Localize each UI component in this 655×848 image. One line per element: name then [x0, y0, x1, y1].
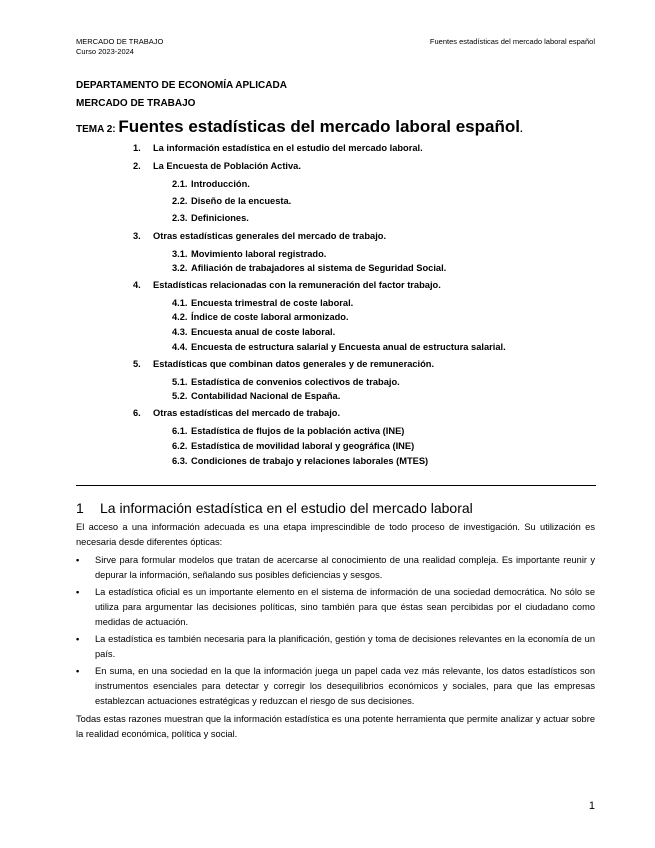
running-header-right: Fuentes estadísticas del mercado laboral español [429, 37, 595, 46]
bullet-text: La estadística oficial es un importante elemento en el sistema de información de una sociedad democrática. No sólo se utiliza para argumentar las decisiones políticas, sino también para que éstas sean percibidas por el ciudadano como medidas de actuación. [95, 587, 595, 627]
toc-subentry [172, 297, 353, 309]
subject-name: MERCADO DE TRABAJO [76, 98, 196, 109]
toc-entry [133, 358, 434, 370]
toc-number: 4.2. [172, 312, 188, 322]
toc-number: 1. [133, 143, 141, 153]
toc-subentry [172, 425, 404, 437]
toc-number: 3. [133, 231, 141, 241]
toc-text: Afiliación de trabajadores al sistema de Seguridad Social. [191, 263, 447, 273]
toc-subentry [172, 178, 250, 190]
toc-text: Estadística de convenios colectivos de trabajo. [191, 377, 400, 387]
toc-number: 4. [133, 280, 141, 290]
toc-subentry [172, 212, 249, 224]
conclusion-paragraph: Todas estas razones muestran que la información estadística es una potente herramienta que permite analizar y actuar sobre la realidad económica, política y social. [76, 714, 595, 739]
toc-text: Encuesta de estructura salarial y Encuesta anual de estructura salarial. [191, 342, 506, 352]
toc-subentry [172, 195, 291, 207]
toc-subentry [172, 311, 349, 323]
toc-text: Movimiento laboral registrado. [191, 249, 327, 259]
bullet-text: Sirve para formular modelos que tratan de acercarse al conocimiento de una realidad compleja. Es importante reunir y depurar la información, señalando sus posibles deficiencias y sesgos. [95, 555, 595, 580]
header-course: Curso 2023-2024 [76, 47, 134, 56]
toc-number: 5. [133, 359, 141, 369]
toc-text: Otras estadísticas generales del mercado de trabajo. [153, 231, 387, 241]
running-header-left [76, 37, 163, 57]
toc-text: Otras estadísticas del mercado de trabajo. [153, 408, 341, 418]
toc-text: La Encuesta de Población Activa. [153, 161, 301, 171]
toc-subentry [172, 455, 428, 467]
toc-subentry [172, 390, 340, 402]
topic-title: Fuentes estadísticas del mercado laboral español [118, 117, 520, 136]
toc-text: La información estadística en el estudio del mercado laboral. [153, 143, 423, 153]
toc-number: 4.1. [172, 298, 188, 308]
toc-entry [133, 230, 386, 242]
toc-text: Encuesta anual de coste laboral. [191, 327, 336, 337]
bullet-icon: • [76, 634, 80, 644]
toc-number: 6.3. [172, 456, 188, 466]
toc-subentry [172, 341, 506, 353]
intro-paragraph: El acceso a una información adecuada es una etapa imprescindible de todo proceso de investigación. Su utilización es necesaria desde diferentes ópticas: [76, 522, 595, 547]
toc-subentry [172, 326, 335, 338]
toc-number: 5.1. [172, 377, 188, 387]
toc-text: Estadística de movilidad laboral y geográfica (INE) [191, 441, 415, 451]
toc-text: Estadísticas relacionadas con la remuneración del factor trabajo. [153, 280, 441, 290]
section-title: La información estadística en el estudio del mercado laboral [100, 500, 473, 516]
toc-number: 3.1. [172, 249, 188, 259]
toc-subentry [172, 376, 400, 388]
toc-entry [133, 279, 441, 291]
toc-number: 6.2. [172, 441, 188, 451]
section-heading [76, 500, 473, 516]
section-number: 1 [76, 500, 84, 516]
toc-text: Estadísticas que combinan datos generales y de remuneración. [153, 359, 435, 369]
toc-text: Contabilidad Nacional de España. [191, 391, 341, 401]
topic-title-period: . [519, 124, 523, 135]
toc-number: 2.3. [172, 213, 188, 223]
page-number: 1 [588, 800, 595, 812]
toc-entry [133, 407, 340, 419]
toc-text: Definiciones. [191, 213, 249, 223]
toc-number: 2. [133, 161, 141, 171]
toc-subentry [172, 262, 446, 274]
department-name: DEPARTAMENTO DE ECONOMÍA APLICADA [76, 80, 287, 91]
bullet-icon: • [76, 555, 80, 565]
toc-subentry [172, 248, 326, 260]
bullet-icon: • [76, 666, 80, 676]
toc-number: 6.1. [172, 426, 188, 436]
toc-text: Diseño de la encuesta. [191, 196, 292, 206]
bullet-text: En suma, en una sociedad en la que la información juega un papel cada vez más relevante, los datos estadísticos son instrumentos esenciales para detectar y corregir los desequilibrios económicos y sociales, para que las empresas establezcan actuaciones estratégicas y reduzcan el riesgo de sus decisiones. [95, 666, 595, 706]
bullet-icon: • [76, 587, 80, 597]
toc-number: 5.2. [172, 391, 188, 401]
toc-number: 3.2. [172, 263, 188, 273]
topic-heading [76, 117, 523, 137]
toc-text: Estadística de flujos de la población activa (INE) [191, 426, 405, 436]
bullet-text: La estadística es también necesaria para la planificación, gestión y toma de decisiones relevantes en la economía de un país. [95, 634, 595, 659]
toc-text: Índice de coste laboral armonizado. [191, 312, 349, 322]
toc-number: 4.3. [172, 327, 188, 337]
toc-text: Encuesta trimestral de coste laboral. [191, 298, 354, 308]
toc-text: Condiciones de trabajo y relaciones laborales (MTES) [191, 456, 429, 466]
toc-number: 2.1. [172, 179, 188, 189]
toc-entry [133, 160, 301, 172]
toc-number: 6. [133, 408, 141, 418]
toc-number: 2.2. [172, 196, 188, 206]
horizontal-divider [76, 485, 596, 486]
toc-entry [133, 142, 423, 154]
toc-number: 4.4. [172, 342, 188, 352]
toc-text: Introducción. [191, 179, 250, 189]
header-subject: MERCADO DE TRABAJO [76, 37, 164, 46]
toc-subentry [172, 440, 414, 452]
topic-label: TEMA 2: [76, 124, 119, 135]
